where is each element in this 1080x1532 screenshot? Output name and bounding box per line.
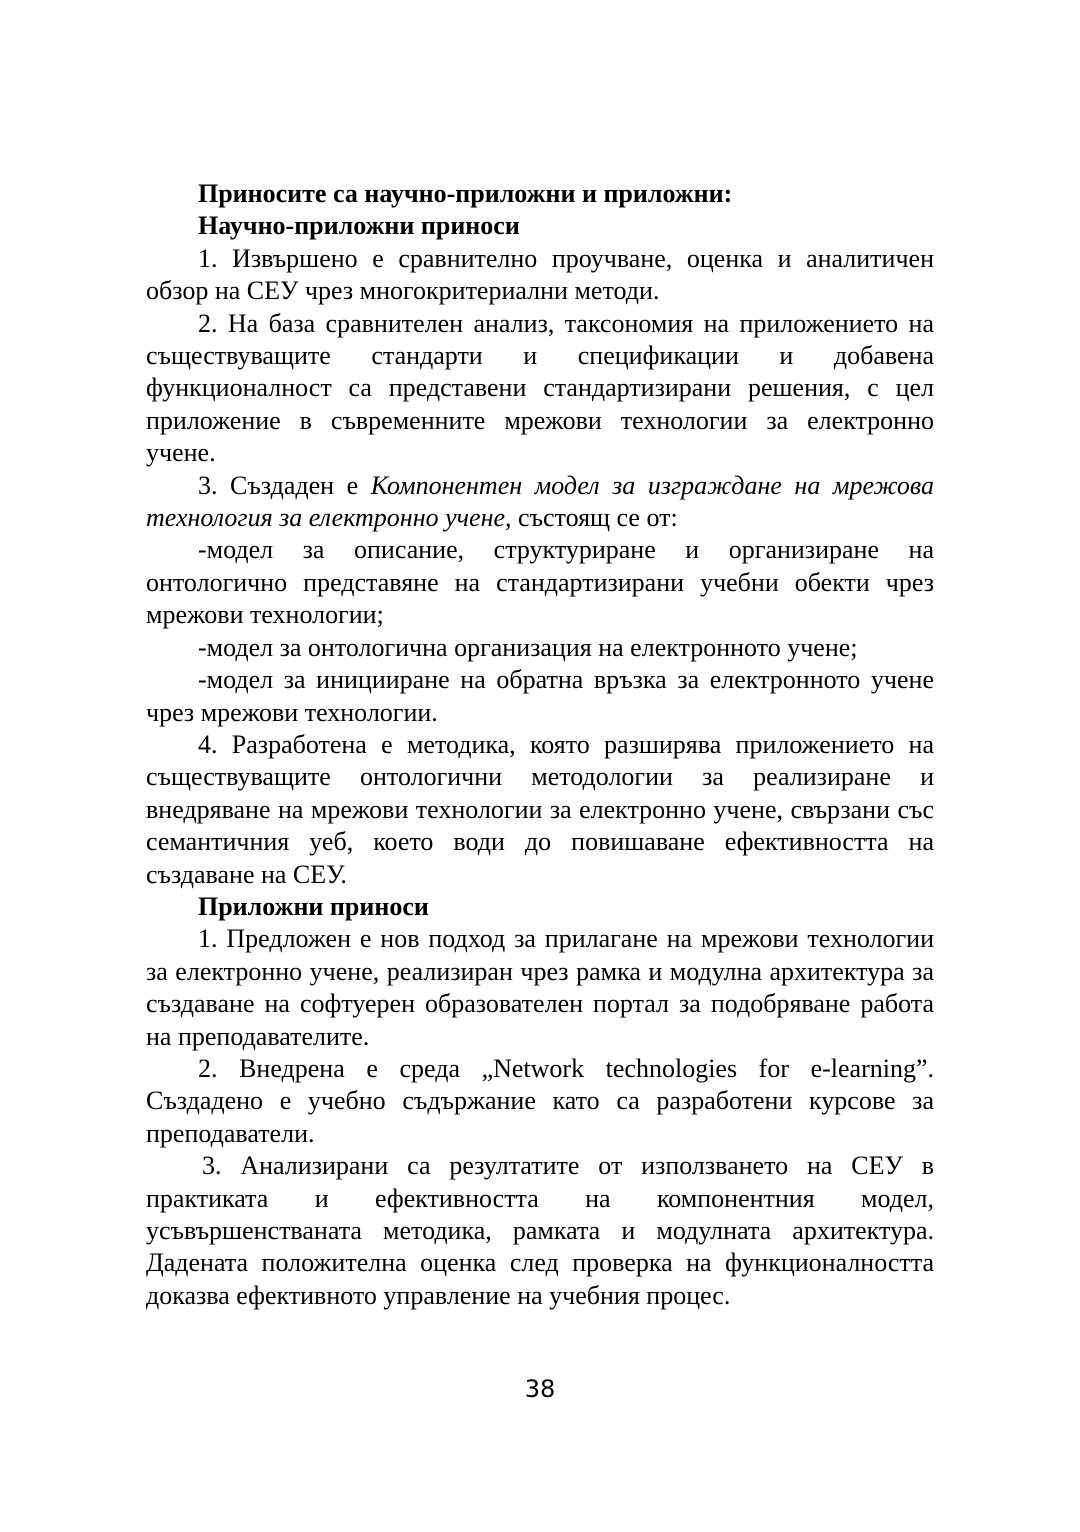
contribution-item-3 xyxy=(146,470,934,535)
contribution-item-4: 4. Разработена е методика, която разширява приложението на съществуващите онтологични методологии за реализиране и внедряване на мрежови технологии за електронно учене, свързани със семантичния уеб, което води до повишаване ефективността на създаване на СЕУ. xyxy=(146,729,934,889)
sub-item-3: -модел за иницииране на обратна връзка за електронното учене чрез мрежови технологии. xyxy=(146,665,934,727)
item-3-suffix: , състоящ се от: xyxy=(505,503,678,533)
contribution-item-2: 2. На база сравнителен анализ, таксономия на приложението на съществуващите стандарти и спецификации и добавена функционалност са представени стандартизирани решения, с цел приложение в съвременните мрежови технологии за електронно учене. xyxy=(146,308,934,468)
applied-item-3-part-1: 3. Анализирани са резултатите от използването на СЕУ в практиката и ефективността на компонентния модел, усъвършенстваната методика, рамката и модулната архитектура. xyxy=(146,1151,934,1245)
applied-item-3-part-2: Дадената положителна оценка след проверка на функционалността доказва ефективното управление на учебния процес. xyxy=(146,1248,934,1310)
contribution-item-1: 1. Извършено е сравнително проучване, оценка и аналитичен обзор на СЕУ чрез многокритериални методи. xyxy=(146,243,934,306)
item-3-model-title: Компонентен модел за изграждане на мрежова технология за електронно учене xyxy=(146,470,935,533)
applied-item-2-line-1: 2. Внедрена е среда „Network technologies for e-learning”. xyxy=(198,1053,934,1083)
page-number: 38 xyxy=(524,1375,556,1403)
item-3-prefix: 3. Създаден е xyxy=(198,470,371,500)
document-body xyxy=(146,178,934,1312)
section-heading-scientific-applied: Научно-приложни приноси xyxy=(198,211,520,241)
sub-item-2: -модел за онтологична организация на електронното учене; xyxy=(198,632,858,662)
applied-item-2-rest: Създадено е учебно съдържание като са разработени курсове за преподаватели. xyxy=(146,1086,934,1148)
section-heading-applied: Приложни приноси xyxy=(198,891,429,921)
sub-item-1: -модел за описание, структуриране и организиране на онтологично представяне на стандартизирани учебни обекти чрез мрежови технологии; xyxy=(146,535,934,630)
applied-item-1: 1. Предложен е нов подход за прилагане на мрежови технологии за електронно учене, реализиран чрез рамка и модулна архитектура за създаване на софтуерен образователен портал за подобряване работа на преподавателите. xyxy=(146,924,934,1051)
main-heading: Приносите са научно-приложни и приложни: xyxy=(198,179,733,208)
